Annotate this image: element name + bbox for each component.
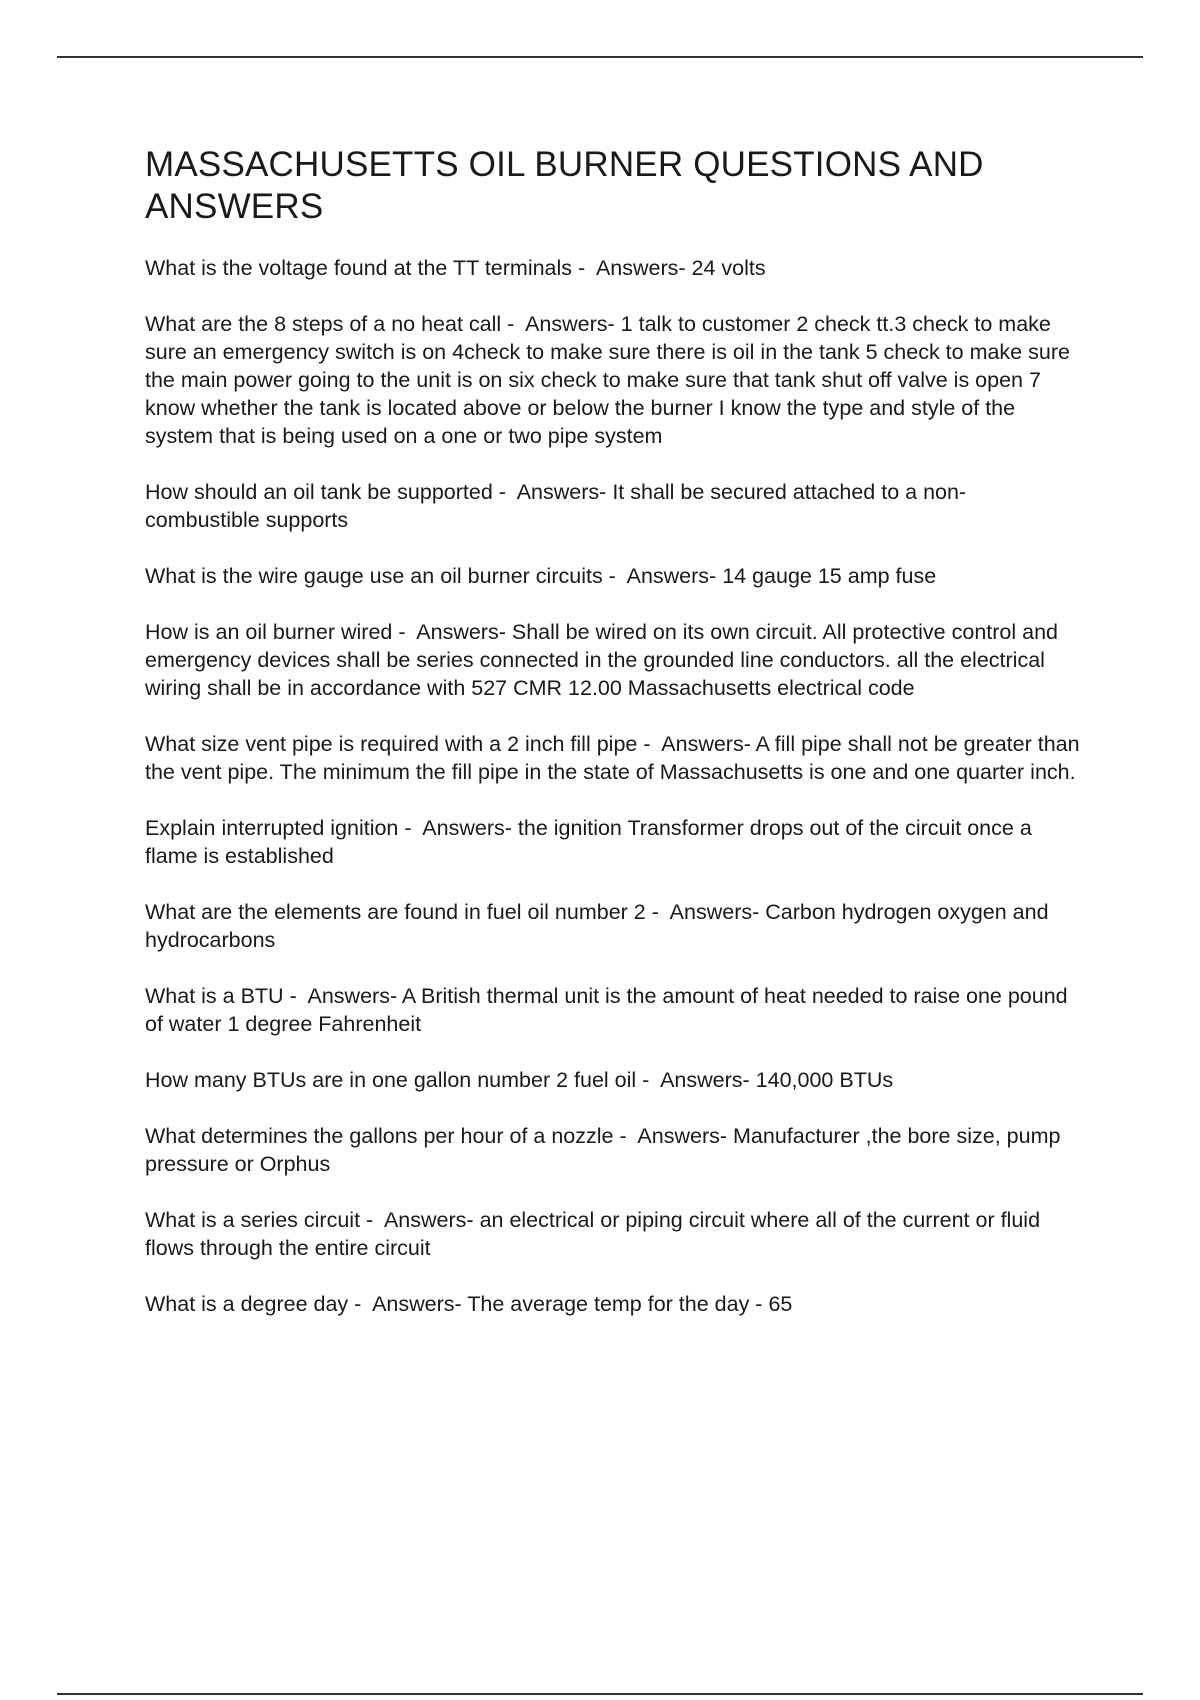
qa-item: What is the voltage found at the TT terminals - Answers- 24 volts	[145, 256, 766, 280]
answer-text: Shall be wired on its own circuit. All protective control and emergency devices shall be series connected in the grounded line conductors. all the electrical wiring shall be in accordance with 527 CMR 12.00 Massachusetts electrical code	[145, 620, 1058, 700]
question-text: How is an oil burner wired	[145, 620, 393, 644]
question-text: What is a degree day	[145, 1292, 349, 1316]
answer-prefix: Answers-	[637, 1124, 728, 1148]
question-text: What is a BTU	[145, 984, 284, 1008]
answer-text: It shall be secured attached to a non-combustible supports	[145, 480, 967, 532]
qa-item: How many BTUs are in one gallon number 2 fuel oil - Answers- 140,000 BTUs	[145, 1068, 894, 1092]
answer-text: an electrical or piping circuit where all of the current or fluid flows through the entire circuit	[145, 1208, 1041, 1260]
answer-prefix: Answers-	[661, 732, 751, 756]
question-text: What is a series circuit	[145, 1208, 361, 1232]
qa-item: What is a BTU - Answers- A British thermal unit is the amount of heat needed to raise one pound of water 1 degree Fahrenheit	[145, 984, 1068, 1036]
answer-prefix: Answers-	[595, 256, 686, 280]
qa-item: How should an oil tank be supported - Answers- It shall be secured attached to a non-combustible supports	[145, 480, 967, 532]
answer-text: 14 gauge 15 amp fuse	[722, 564, 937, 588]
question-text: What size vent pipe is required with a 2 inch fill pipe	[145, 732, 638, 756]
question-text: What determines the gallons per hour of a nozzle	[145, 1124, 614, 1148]
answer-prefix: Answers-	[372, 1292, 462, 1316]
answer-text: Manufacturer ,the bore size, pump pressure or Orphus	[145, 1124, 1061, 1176]
question-text: How should an oil tank be supported	[145, 480, 493, 504]
answer-text: Carbon hydrogen oxygen and hydrocarbons	[145, 900, 1049, 952]
question-text: What is the voltage found at the TT terminals	[145, 256, 573, 280]
answer-prefix: Answers-	[383, 1208, 474, 1232]
qa-item: What size vent pipe is required with a 2 inch fill pipe - Answers- A fill pipe shall not be greater than the vent pipe. The minimum the fill pipe in the state of Massachusetts is one and one quarter inch.	[145, 732, 1080, 784]
qa-item: What are the elements are found in fuel oil number 2 - Answers- Carbon hydrogen oxygen and hydrocarbons	[145, 900, 1049, 952]
answer-prefix: Answers-	[416, 620, 506, 644]
answer-text: the ignition Transformer drops out of the circuit once a flame is established	[145, 816, 1032, 868]
answer-prefix: Answers-	[669, 900, 760, 924]
answer-text: 24 volts	[691, 256, 766, 280]
answer-prefix: Answers-	[516, 480, 607, 504]
answer-text: A fill pipe shall not be greater than the vent pipe. The minimum the fill pipe in the state of Massachusetts is one and one quarter inch.	[145, 732, 1080, 784]
question-text: How many BTUs are in one gallon number 2 fuel oil	[145, 1068, 637, 1092]
answer-text: A British thermal unit is the amount of heat needed to raise one pound of water 1 degree Fahrenheit	[145, 984, 1068, 1036]
question-text: What is the wire gauge use an oil burner circuits	[145, 564, 603, 588]
qa-item: What is a series circuit - Answers- an electrical or piping circuit where all of the current or fluid flows through the entire circuit	[145, 1208, 1041, 1260]
qa-item: Explain interrupted ignition - Answers- the ignition Transformer drops out of the circuit once a flame is established	[145, 816, 1032, 868]
question-text: Explain interrupted ignition	[145, 816, 399, 840]
qa-item: What is a degree day - Answers- The average temp for the day - 65	[145, 1292, 793, 1316]
answer-prefix: Answers-	[626, 564, 717, 588]
answer-prefix: Answers-	[525, 312, 615, 336]
question-text: What are the 8 steps of a no heat call	[145, 312, 502, 336]
page-title: MASSACHUSETTS OIL BURNER QUESTIONS AND ANSWERS	[145, 145, 984, 226]
qa-item: What is the wire gauge use an oil burner circuits - Answers- 14 gauge 15 amp fuse	[145, 564, 937, 588]
qa-item: What determines the gallons per hour of a nozzle - Answers- Manufacturer ,the bore size, pump pressure or Orphus	[145, 1124, 1061, 1176]
answer-text: The average temp for the day - 65	[467, 1292, 793, 1316]
top-rule	[57, 56, 1143, 58]
document-body	[145, 144, 1080, 1346]
qa-item: How is an oil burner wired - Answers- Shall be wired on its own circuit. All protective control and emergency devices shall be series connected in the grounded line conductors. all the electrical wiring shall be in accordance with 527 CMR 12.00 Massachusetts electrical code	[145, 620, 1058, 700]
question-text: What are the elements are found in fuel oil number 2	[145, 900, 646, 924]
bottom-rule	[57, 1693, 1143, 1695]
qa-item: What are the 8 steps of a no heat call - Answers- 1 talk to customer 2 check tt.3 check to make sure an emergency switch is on 4check to make sure there is oil in the tank 5 check to make sure the main power going to the unit is on six check to make sure that tank shut off valve is open 7 know whether the tank is located above or below the burner I know the type and style of the system that is being used on a one or two pipe system	[145, 312, 1070, 448]
answer-prefix: Answers-	[422, 816, 512, 840]
answer-prefix: Answers-	[307, 984, 398, 1008]
answer-text: 1 talk to customer 2 check tt.3 check to make sure an emergency switch is on 4check to make sure there is oil in the tank 5 check to make sure the main power going to the unit is on six check to make sure that tank shut off valve is open 7 know whether the tank is located above or below the burner I know the type and style of the system that is being used on a one or two pipe system	[145, 312, 1070, 448]
answer-prefix: Answers-	[660, 1068, 750, 1092]
answer-text: 140,000 BTUs	[755, 1068, 894, 1092]
